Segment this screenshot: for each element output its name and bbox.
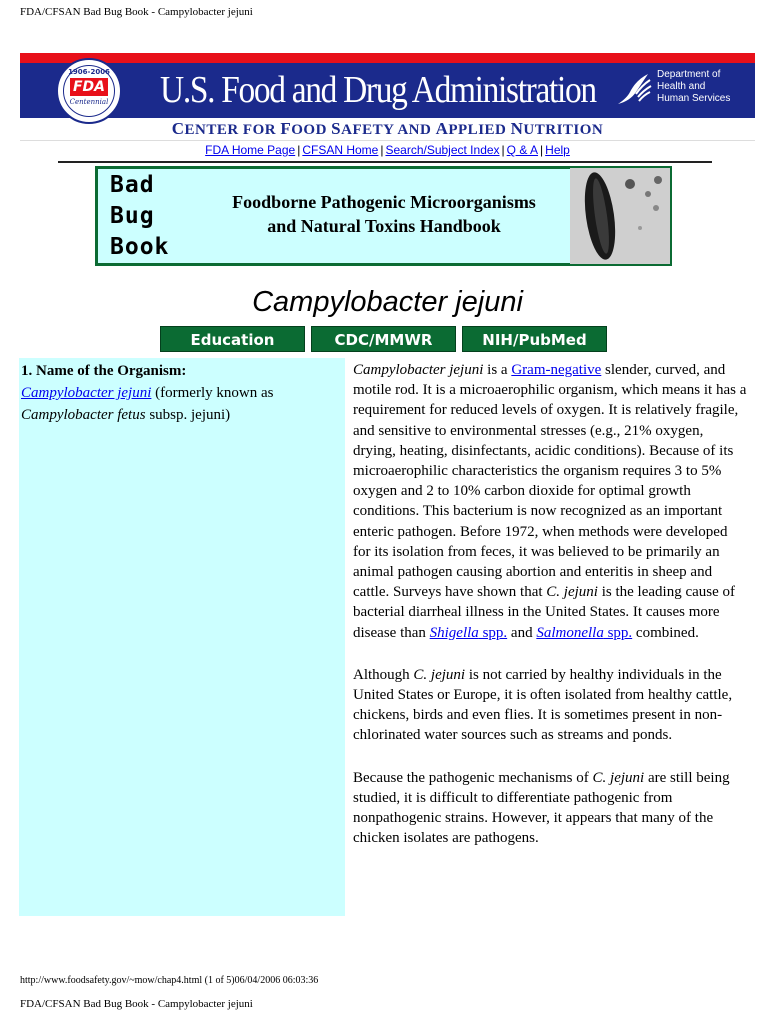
page-title: Campylobacter jejuni — [252, 286, 523, 318]
top-nav: FDA Home Page | CFSAN Home | Search/Subject Index | Q & A | Help — [205, 143, 570, 157]
salmonella-link[interactable]: Salmonella spp. — [536, 624, 633, 641]
paragraph: Because the pathogenic mechanisms of C. jejuni are still being studied, it is difficult to differentiate pathogenic from nonpathogenic strains. However, it appears that many of the chicken isolates are pathogens. — [353, 769, 730, 847]
paragraph: Although C. jejuni is not carried by healthy individuals in the United States or Europe, it is often isolated from healthy cattle, chickens, birds and even flies. It is sometimes present in non-chlorinated water sources such as streams and ponds. — [353, 666, 733, 744]
gram-negative-link[interactable]: Gram-negative — [511, 362, 602, 378]
left-column — [19, 358, 345, 916]
seal-fda-logo: FDA — [70, 78, 108, 96]
nav-search-index[interactable]: Search/Subject Index — [385, 143, 500, 157]
print-footer-title: FDA/CFSAN Bad Bug Book - Campylobacter jejuni — [20, 998, 253, 1010]
bad-bug-book-logo: Bad Bug Book — [110, 172, 170, 260]
nav-cfsan-home[interactable]: CFSAN Home — [302, 143, 379, 157]
seal-years: 1906-2006 — [68, 68, 110, 76]
print-footer-url: http://www.foodsafety.gov/~mow/chap4.html (1 of 5)06/04/2006 06:03:36 — [20, 975, 319, 986]
organism-link[interactable]: Campylobacter jejuni — [21, 385, 152, 401]
organism-name-section: 1. Name of the Organism: Campylobacter jejuni (formerly known as Campylobacter fetus subsp. jejuni) — [21, 363, 274, 423]
organism-description — [353, 360, 747, 870]
print-header: FDA/CFSAN Bad Bug Book - Campylobacter jejuni — [20, 6, 253, 18]
nav-fda-home[interactable]: FDA Home Page — [205, 143, 296, 157]
handbook-title: Foodborne Pathogenic Microorganisms and Natural Toxins Handbook — [232, 192, 536, 236]
paragraph: Campylobacter jejuni is a Gram-negative slender, curved, and motile rod. It is a microaerophilic organism, which means it has a requirement for reduced levels of oxygen. It is relatively fragile, and sensitive to environmental stresses (e.g., 21% oxygen, drying, heating, disinfectants, acidic conditions). Because of its microaerophilic characteristics the organism requires 3 to 5% oxygen and 2 to 10% carbon dioxide for optimal growth conditions. This bacterium is now recognized as an important enteric pathogen. Before 1972, when methods were developed for its isolation from feces, it was believed to be primarily an animal pathogen causing abortion and enteritis in sheep and cattle. Surveys have shown that C. jejuni is the leading cause of bacterial diarrheal illness in the United States. It causes more disease than Shigella spp. and Salmonella spp. combined. — [353, 362, 747, 641]
fda-title: U.S. Food and Drug Administration — [160, 69, 596, 111]
nav-help[interactable]: Help — [545, 143, 570, 157]
section-heading: 1. Name of the Organism: — [21, 363, 187, 379]
education-button[interactable]: Education — [160, 326, 305, 352]
cfsan-subtitle: CENTER FOR FOOD SAFETY AND APPLIED NUTRITION — [171, 119, 604, 138]
nav-q-and-a[interactable]: Q & A — [506, 143, 539, 157]
shigella-link[interactable]: Shigella spp. — [429, 624, 508, 641]
hhs-eagle-icon — [614, 70, 654, 110]
banner-red-stripe — [20, 53, 755, 63]
fda-centennial-seal[interactable] — [56, 58, 122, 124]
hhs-label: Department of Health and Human Services — [657, 69, 731, 104]
bacteria-micrograph-image — [570, 168, 670, 264]
nih-pubmed-button[interactable]: NIH/PubMed — [462, 326, 607, 352]
cdc-mmwr-button[interactable]: CDC/MMWR — [311, 326, 456, 352]
nav-divider — [58, 161, 712, 163]
seal-centennial: Centennial — [69, 98, 109, 106]
